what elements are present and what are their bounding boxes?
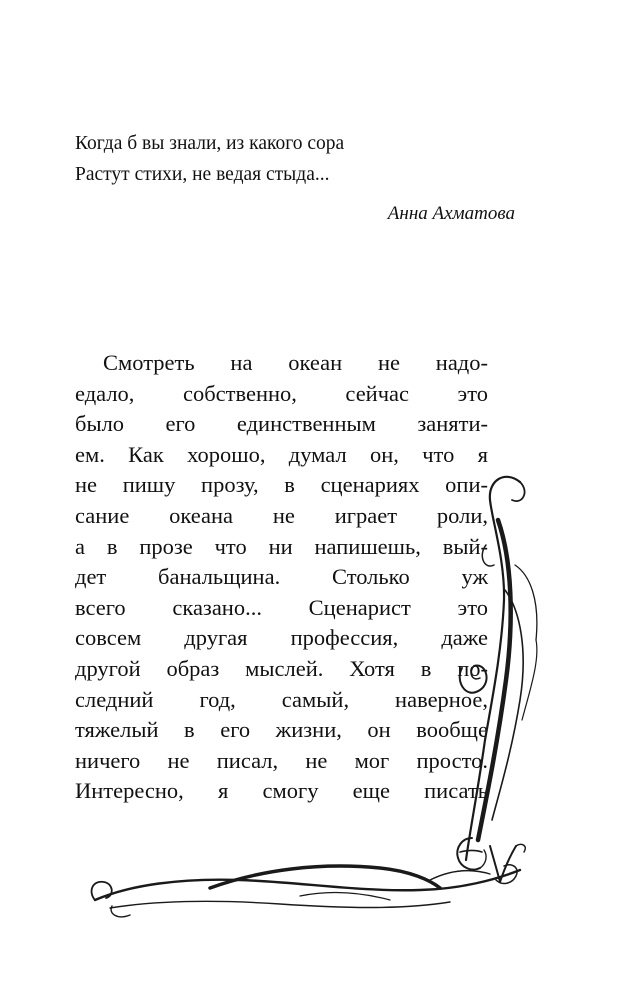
body-line: не пишу прозу, в сценариях опи-	[75, 472, 488, 498]
body-line: совсем другая профессия, даже	[75, 625, 488, 651]
body-line: было его единственным заняти-	[75, 411, 488, 437]
epigraph-line-1: Когда б вы знали, из какого сора	[75, 133, 345, 154]
epigraph-author: Анна Ахматова	[387, 203, 515, 224]
body-line: Смотреть на океан не надо-	[103, 350, 488, 375]
body-line: едало, собственно, сейчас это	[75, 380, 488, 406]
body-paragraph	[75, 348, 488, 807]
epigraph	[75, 128, 515, 229]
body-line: сание океана не играет роли,	[75, 502, 488, 528]
body-line: ничего не писал, не мог просто.	[75, 747, 488, 773]
body-line: ем. Как хорошо, думал он, что я	[75, 441, 488, 467]
body-line: тяжелый в его жизни, он вообще	[75, 717, 488, 743]
body-line: Интересно, я смогу еще писать	[75, 778, 488, 804]
body-line: дет банальщина. Столько уж	[75, 564, 488, 590]
body-line: всего сказано... Сценарист это	[75, 594, 488, 620]
epigraph-line-2: Растут стихи, не ведая стыда...	[75, 164, 330, 185]
body-line: следний год, самый, наверное,	[75, 686, 488, 712]
body-line: а в прозе что ни напишешь, вый-	[75, 533, 488, 559]
body-line: другой образ мыслей. Хотя в по-	[75, 655, 488, 681]
